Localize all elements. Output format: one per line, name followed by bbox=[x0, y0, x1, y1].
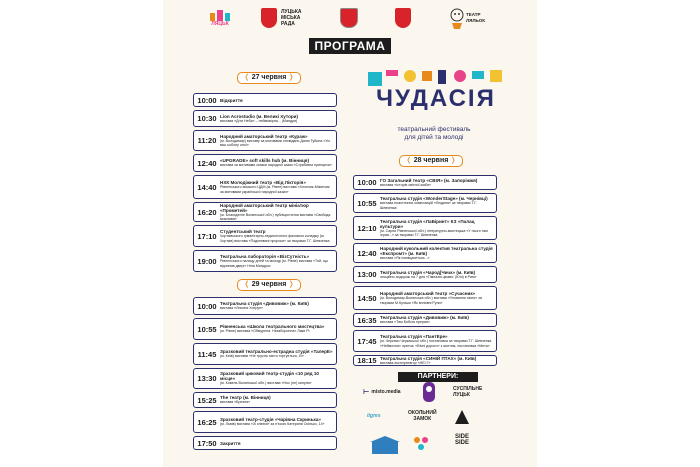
event-28-0 bbox=[353, 175, 497, 190]
partner-dots-logo bbox=[413, 436, 433, 452]
arrow-right-icon: ❭ bbox=[450, 157, 457, 164]
event-28-3 bbox=[353, 243, 497, 263]
event-title: Народний аматорський театр «Сучасник» bbox=[380, 291, 476, 297]
event-27-7 bbox=[193, 250, 337, 272]
event-desc: вистава «Історія світлої жаби» bbox=[380, 182, 431, 187]
city-crest-icon bbox=[261, 8, 277, 28]
program-title: ПРОГРАМА bbox=[309, 38, 391, 54]
council-line2: МІСЬКА bbox=[281, 15, 301, 21]
event-desc: (м. Черкаси Черкаської обл.) постановка за творами Т.Г. Шевченка «Неймочна» притча: «Вічні дороги» з життям, постановка «Мета» bbox=[380, 339, 492, 348]
event-time: 12:40 bbox=[197, 158, 217, 168]
event-time: 16:20 bbox=[197, 207, 217, 217]
council-line3: РАДА bbox=[281, 21, 295, 27]
logo-lyatsk-text: ЛЯЦЬК bbox=[211, 21, 229, 27]
building-icon bbox=[370, 436, 400, 454]
event-time: 10:55 bbox=[357, 198, 377, 208]
partner-misto-label: misto.media bbox=[371, 389, 401, 395]
day-28-text: 28 червня bbox=[413, 157, 449, 164]
event-desc: лекційно-подорож на 7 дня «Гімназія цікаво: (Юні) в Рим» bbox=[380, 274, 477, 279]
event-29-1 bbox=[193, 318, 337, 340]
event-title: Народний аматорський театр мініатюр «Прометей» bbox=[220, 202, 309, 213]
event-title: Зразковий циковий театр-студія «10 ряд 10 місце» bbox=[220, 371, 319, 382]
event-title: Lion Acrostudio (м. Великі Хутори) bbox=[220, 113, 299, 119]
event-29-3 bbox=[193, 368, 337, 389]
event-time: 17:50 bbox=[197, 438, 217, 448]
sponsor-logos bbox=[163, 6, 537, 32]
partner-suspilne bbox=[453, 386, 482, 398]
event-title: ГО Загальний театр «СВІЯ» (м. Запоріжжя) bbox=[380, 177, 478, 183]
partner-museum bbox=[455, 410, 469, 424]
event-title: Театральна студія «Чарод[Чичк» (м. Київ) bbox=[380, 269, 476, 275]
event-title: Зразковий театр-студія «Чарівна Скринька» bbox=[220, 417, 321, 423]
side-line2: SIDE bbox=[455, 440, 470, 446]
arrow-right-icon: ❭ bbox=[288, 281, 295, 288]
event-time: 10:00 bbox=[197, 95, 217, 105]
event-28-4 bbox=[353, 266, 497, 283]
partner-tigres bbox=[367, 413, 381, 419]
partner-okolny-zamok bbox=[408, 410, 437, 422]
event-time: 16:25 bbox=[197, 417, 217, 427]
event-28-5 bbox=[353, 286, 497, 310]
event-27-2 bbox=[193, 130, 337, 151]
event-title: Театральна студія «WonderStage» (м. Чернівці) bbox=[380, 196, 488, 202]
event-title: «UPGRADE» soft skills hub (м. Вінниця) bbox=[220, 158, 309, 164]
logo-oblast bbox=[395, 6, 411, 30]
event-29-5 bbox=[193, 411, 337, 433]
event-desc: Чортківського гуманітарно-педагогічного фахового коледжу (м. Чортків) вистава «Поділювані пророки» за творами Т.Г. Шевченка bbox=[220, 234, 330, 243]
event-desc: вистава «Тим Бобсгя прерия» bbox=[380, 320, 430, 325]
event-title: Театральна студія «Дивовиж» (м. Київ) bbox=[220, 301, 309, 307]
partners-title: ПАРТНЕРИ: bbox=[398, 372, 478, 382]
dots-logo-icon bbox=[413, 436, 433, 452]
event-desc: вистава «Брехня» bbox=[220, 400, 251, 405]
event-time: 14:40 bbox=[197, 182, 217, 192]
misto-icon: ⊢ bbox=[363, 389, 370, 396]
event-title: The театр (м. Вінниця) bbox=[220, 395, 271, 401]
event-27-3 bbox=[193, 154, 337, 172]
event-title: Студентський театр bbox=[220, 229, 266, 235]
event-title: Рівненська «Школа театрального мистецтва» bbox=[220, 324, 325, 330]
event-title: Театральна лабораторія «ВізСутність» bbox=[220, 254, 310, 260]
event-time: 10:30 bbox=[197, 114, 217, 123]
suspilne-line2: ЛУЦЬК bbox=[453, 392, 470, 398]
svg-text:ЧУДАСІЯ: ЧУДАСІЯ bbox=[376, 85, 496, 110]
event-28-2 bbox=[353, 216, 497, 240]
event-29-6 bbox=[193, 436, 337, 450]
event-time: 14:50 bbox=[357, 293, 377, 303]
side-line1: SIDE bbox=[455, 434, 470, 440]
event-28-6 bbox=[353, 313, 497, 327]
event-title: Зразковий театрально-естрадна студія «ТалерЕ» bbox=[220, 349, 333, 355]
festival-logo-art bbox=[366, 68, 506, 110]
event-29-2 bbox=[193, 343, 337, 365]
event-time: 13:30 bbox=[197, 374, 217, 383]
event-title: Театральна студія «ПантЕрe» bbox=[380, 334, 448, 340]
event-29-0 bbox=[193, 297, 337, 315]
day-label-27 bbox=[237, 72, 301, 84]
purple-logo-icon bbox=[421, 382, 437, 402]
event-time: 17:45 bbox=[357, 336, 377, 346]
event-desc: (м. Володимир-Волинська обл.) вистава «Уповання пісня» за творами М.Куліша «Як впливні Рупи» bbox=[380, 296, 482, 305]
subtitle-line2: для дітей та молоді bbox=[404, 134, 464, 141]
event-time: 19:00 bbox=[197, 256, 217, 266]
event-time: 10:55 bbox=[197, 324, 217, 334]
event-desc: (м. Рівне) вистава «Обмурена. Незаборонна» Лаки Рі bbox=[220, 329, 310, 334]
event-desc: вистава «Лисиня Хитрун» bbox=[220, 306, 264, 311]
event-desc: (м. Володимир) виставу за мотивами оповідань Данія Туйона «Усі міш ьобопу оної» bbox=[220, 138, 330, 147]
council-line1: ЛУЦЬКА bbox=[281, 9, 302, 15]
zamok-line1: ОКОЛЬНИЙ bbox=[408, 410, 437, 416]
event-time: 12:40 bbox=[357, 248, 377, 258]
day-29-text: 29 червня bbox=[251, 281, 287, 288]
day-label-28 bbox=[399, 155, 463, 167]
arrow-left-icon: ❬ bbox=[243, 74, 250, 81]
puppet-theatre-text: ТЕАТР ЛЯЛЬОК bbox=[466, 12, 485, 23]
arrow-left-icon: ❬ bbox=[243, 281, 250, 288]
event-27-1 bbox=[193, 110, 337, 127]
event-desc: вистава пластичних композицій «Людина» за творами Т.Г. Шевченка bbox=[380, 201, 477, 210]
event-title: Відкриття bbox=[220, 97, 243, 103]
event-27-5 bbox=[193, 202, 337, 222]
event-29-4 bbox=[193, 392, 337, 408]
event-desc: (м. Львів) вистава «Зі снінімі» за п'єсою Катерини Осінько, 14+ bbox=[220, 422, 325, 427]
event-time: 10:00 bbox=[357, 178, 377, 187]
festival-subtitle bbox=[359, 126, 509, 142]
event-desc: Рівненського палацу дітей та молоді (м. Рівне) вистава «Той, що відчинив двері» Ніна Мандрос bbox=[220, 259, 328, 268]
arrow-right-icon: ❭ bbox=[288, 74, 295, 81]
event-time: 13:00 bbox=[357, 270, 377, 279]
event-desc: Рівненського міського ЦДМ (м. Рівне) вистава «Хлопчик-Мізинчик за мотивами української народної казки» bbox=[220, 185, 330, 194]
event-28-8 bbox=[353, 355, 497, 366]
event-time: 15:25 bbox=[197, 395, 217, 405]
event-desc: вистава «Як поміщачеться...» bbox=[380, 255, 430, 260]
puppet-icon bbox=[448, 7, 466, 29]
festival-poster bbox=[163, 0, 537, 467]
event-time: 11:20 bbox=[197, 136, 217, 145]
zamok-line2: ЗАМОК bbox=[413, 416, 432, 422]
event-desc: (м. Ковель Волинської обл.) вистава «Нос (не) кинули» bbox=[220, 381, 312, 386]
museum-icon bbox=[455, 410, 469, 424]
tigres-label: tigres bbox=[367, 413, 381, 419]
logo-puppet-theatre bbox=[448, 6, 492, 30]
event-desc: вистава за мотивами сказки народної казки «Стрибаючі принцеси» bbox=[220, 163, 332, 168]
oblast-crest-icon bbox=[395, 8, 411, 28]
event-time: 10:00 bbox=[197, 301, 217, 311]
day-label-29 bbox=[237, 279, 301, 291]
event-27-6 bbox=[193, 225, 337, 247]
arrow-left-icon: ❬ bbox=[405, 157, 412, 164]
logo-city-council bbox=[261, 6, 302, 30]
event-desc: (м. Сарни Рівненської обл.) лiтературно-мистецька «У нього там зграя...» за творами Т.Г. Шевченка bbox=[380, 228, 488, 237]
event-time: 16:35 bbox=[357, 315, 377, 325]
subtitle-line1: театральний фестиваль bbox=[397, 126, 471, 133]
event-title: Театральна студія «ЛаБіринт» КЗ «Палац культури» bbox=[380, 218, 475, 229]
event-desc: (м. Київ) вистава «Не трусіть місто торгується, ІЗ» bbox=[220, 354, 304, 359]
event-time: 17:10 bbox=[197, 231, 217, 241]
event-desc: вистава «Діти Неба» – неймовірна... (Мандри) bbox=[220, 118, 298, 123]
event-desc: (м. Благодатне Волинської обл.) публіцистична вистава «Свобода можлива» bbox=[220, 212, 331, 221]
event-title: Народний кукольний колектив театральна студія «Експромт» (м. Київ) bbox=[380, 245, 493, 256]
event-title: НХК Молодіжний театр «Від Лікторія» bbox=[220, 180, 306, 186]
event-28-1 bbox=[353, 193, 497, 213]
regional-crest-icon bbox=[340, 8, 358, 28]
event-27-0 bbox=[193, 93, 337, 107]
suspilne-line1: СУСПІЛЬНЕ bbox=[453, 386, 483, 392]
event-desc: вистава-експлуататор «НЕІ Г» bbox=[380, 360, 431, 365]
event-title: Закриття bbox=[220, 440, 241, 446]
event-27-4 bbox=[193, 175, 337, 199]
event-28-7 bbox=[353, 330, 497, 352]
event-title: Театральна студія «Дивовиж» (м. Київ) bbox=[380, 315, 469, 321]
partner-side-side bbox=[455, 434, 469, 446]
day-27-text: 27 червня bbox=[251, 74, 287, 81]
logo-regional-council bbox=[340, 6, 358, 30]
event-time: 18:15 bbox=[357, 356, 377, 365]
event-time: 12:10 bbox=[357, 223, 377, 233]
partner-misto-media bbox=[363, 388, 401, 396]
logo-lyatsk bbox=[209, 6, 231, 30]
castle-icon bbox=[209, 9, 231, 21]
partner-purple-logo bbox=[421, 382, 437, 402]
event-title: Народний аматорський театр «Кураж» bbox=[220, 133, 308, 139]
event-title: Театральна студія «СИНІЙ ПТАХ» (м. Київ) bbox=[380, 355, 477, 361]
partner-theatre-building bbox=[370, 436, 400, 454]
event-time: 11:45 bbox=[197, 349, 217, 359]
